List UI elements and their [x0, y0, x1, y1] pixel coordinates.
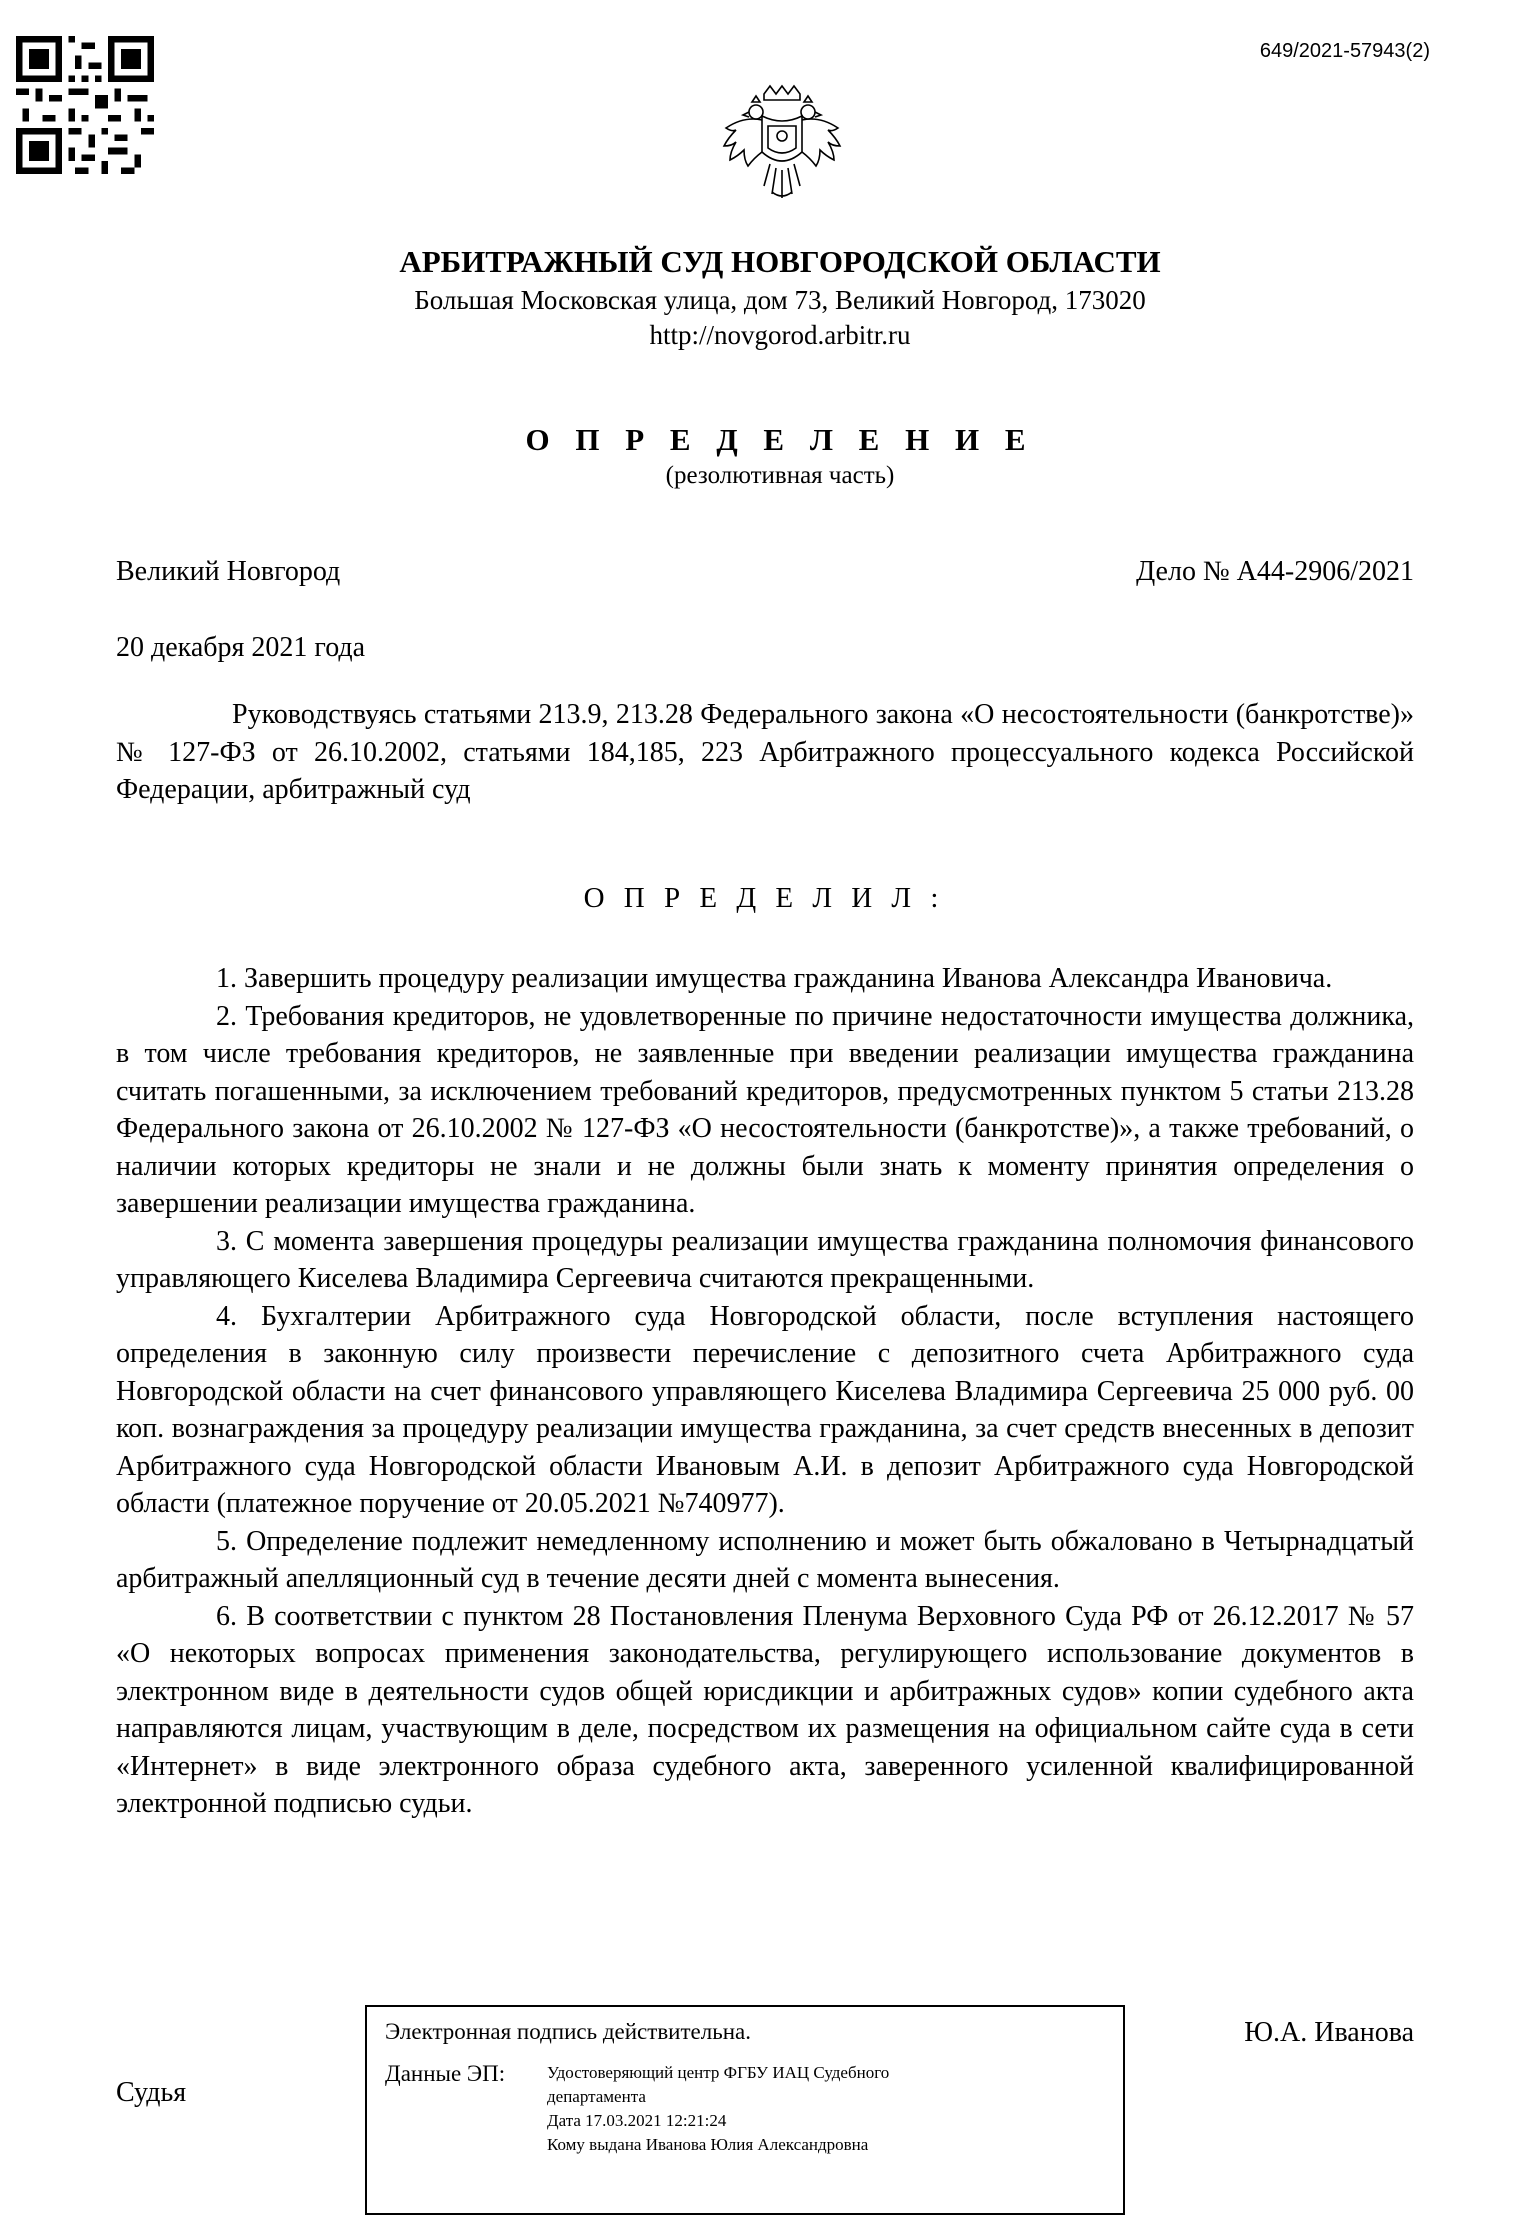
stamp-line: департамента — [547, 2087, 646, 2106]
document-title: О П Р Е Д Е Л Е Н И Е — [525, 422, 1035, 457]
court-address: Большая Московская улица, дом 73, Великий Новгород, 173020 — [414, 285, 1146, 315]
decision-items — [116, 960, 1414, 1823]
decision-item: 5. Определение подлежит немедленному исполнению и может быть обжаловано в Четырнадцатый арбитражный апелляционный суд в течение десяти дней с момента вынесения. — [116, 1525, 1414, 1594]
stamp-line: Кому выдана Иванова Юлия Александровна — [547, 2135, 869, 2154]
decided-heading: О П Р Е Д Е Л И Л : — [583, 882, 945, 914]
decision-date: 20 декабря 2021 года — [116, 632, 366, 663]
document-number: 649/2021-57943(2) — [1259, 40, 1430, 62]
court-url[interactable]: http://novgorod.arbitr.ru — [649, 320, 911, 350]
stamp-line: Дата 17.03.2021 12:21:24 — [547, 2111, 727, 2130]
qr-code — [16, 36, 154, 174]
decision-item: 6. В соответствии с пунктом 28 Постановления Пленума Верховного Суда РФ от 26.12.2017 № 57 «О некоторых вопросах применения законодательства, регулирующего использование документов в электронном виде в деятельности судов общей юрисдикции и арбитражных судов» копии судебного акта направляются лицам, участвующим в деле, посредством их размещения на официальном сайте суда в сети «Интернет» в виде электронного образа судебного акта, заверенного усиленной квалифицированной электронной подписью судьи. — [116, 1600, 1414, 1819]
court-name: АРБИТРАЖНЫЙ СУД НОВГОРОДСКОЙ ОБЛАСТИ — [399, 244, 1161, 279]
e-signature-stamp — [365, 2005, 1125, 2215]
case-number: Дело № А44-2906/2021 — [1136, 556, 1414, 587]
judge-label: Судья — [116, 2077, 187, 2108]
decision-item: 2. Требования кредиторов, не удовлетворенные по причине недостаточности имущества должника, в том числе требования кредиторов, не заявленные при введении реализации имущества гражданина считать погашенными, за исключением требований кредиторов, предусмотренных пунктом 5 статьи 213.28 Федерального закона от 26.10.2002 № 127-ФЗ «О несостоятельности (банкротстве)», а также требований, о наличии которых кредиторы не знали и не должны были знать к моменту принятия определения о завершении реализации имущества гражданина. — [116, 1000, 1414, 1219]
decision-item: 3. С момента завершения процедуры реализации имущества гражданина полномочия финансового управляющего Киселева Владимира Сергеевича считаются прекращенными. — [116, 1225, 1414, 1294]
stamp-label: Данные ЭП: — [385, 2061, 506, 2086]
intro-paragraph: Руководствуясь статьями 213.9, 213.28 Федерального закона «О несостоятельности (банкротстве)» № 127-ФЗ от 26.10.2002, статьями 184,185, 223 Арбитражного процессуального кодекса Российской Федерации, арбитражный суд — [116, 699, 1414, 805]
city: Великий Новгород — [116, 556, 341, 587]
document-subtitle: (резолютивная часть) — [665, 462, 895, 489]
decision-item: 1. Завершить процедуру реализации имущества гражданина Иванова Александра Ивановича. — [216, 963, 1333, 994]
decision-item: 4. Бухгалтерии Арбитражного суда Новгородской области, после вступления настоящего определения в законную силу произвести перечисление с депозитного счета Арбитражного суда Новгородской области на счет финансового управляющего Киселева Владимира Сергеевича 25 000 руб. 00 коп. вознаграждения за процедуру реализации имущества гражданина, за счет средств внесенных в депозит Арбитражного суда Новгородской области Ивановым А.И. в депозит Арбитражного суда Новгородской области (платежное поручение от 20.05.2021 №740977). — [116, 1300, 1414, 1519]
stamp-line: Удостоверяющий центр ФГБУ ИАЦ Судебного — [547, 2063, 890, 2082]
stamp-valid-text: Электронная подпись действительна. — [385, 2019, 751, 2044]
judge-name: Ю.А. Иванова — [1244, 2017, 1414, 2048]
stamp-details — [547, 2061, 1107, 2157]
double-headed-eagle-icon — [712, 72, 852, 212]
